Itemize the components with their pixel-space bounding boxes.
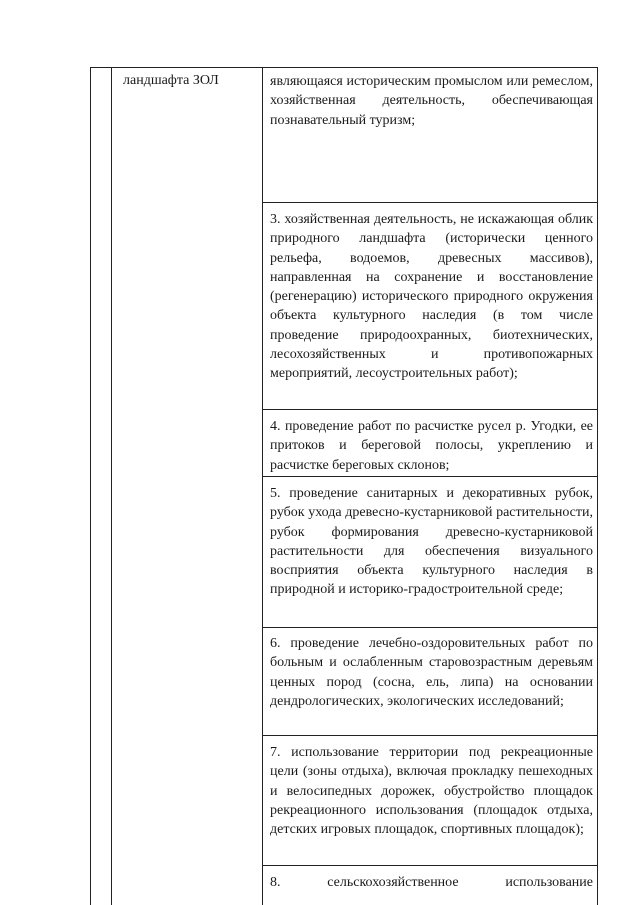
paragraph-continued: являющаяся историческим промыслом или ремеслом, хозяйственная деятельность, обеспечивающая познавательный туризм;	[270, 74, 593, 128]
paragraph-divider	[263, 409, 597, 410]
paragraph-divider	[263, 627, 597, 628]
column-divider	[111, 68, 112, 905]
permitted-activities-cell	[263, 68, 597, 905]
paragraph-divider	[263, 476, 597, 477]
paragraph-item-3: 3. хозяйственная деятельность, не искажающая облик природного ландшафта (исторически ценного рельефа, водоемов, древесных массивов), направленная на сохранение и восстановление (регенерацию) исторического природного окружения объекта культурного наследия (в том числе проведение природоохранных, биотехнических, лесохозяйственных и противопожарных мероприятий, лесоустроительных работ);	[270, 212, 593, 382]
paragraph-item-8: 8. сельскохозяйственное использование	[270, 875, 593, 890]
paragraph-item-6: 6. проведение лечебно-оздоровительных работ по больным и ослабленным старовозрастным деревьям ценных пород (сосна, ель, липа) на основании дендрологических, экологических исследований;	[270, 636, 593, 709]
regulations-table	[90, 67, 598, 905]
zone-label: ландшафта ЗОЛ	[123, 73, 219, 88]
paragraph-item-7: 7. использование территории под рекреационные цели (зоны отдыха), включая прокладку пешеходных и велосипедных дорожек, обустройство площадок рекреационного использования (площадок отдыха, детских игровых площадок, спортивных площадок);	[270, 745, 593, 838]
paragraph-divider	[263, 735, 597, 736]
paragraph-divider	[263, 202, 597, 203]
paragraph-item-4: 4. проведение работ по расчистке русел р. Угодки, ее притоков и береговой полосы, укреплению и расчистке береговых склонов;	[270, 419, 593, 473]
paragraph-divider	[263, 865, 597, 866]
paragraph-item-5: 5. проведение санитарных и декоративных рубок, рубок ухода древесно-кустарниковой растительности, рубок формирования древесно-кустарниковой растительности для обеспечения визуального восприятия объекта культурного наследия в природной и историко-градостроительной среде;	[270, 486, 593, 598]
